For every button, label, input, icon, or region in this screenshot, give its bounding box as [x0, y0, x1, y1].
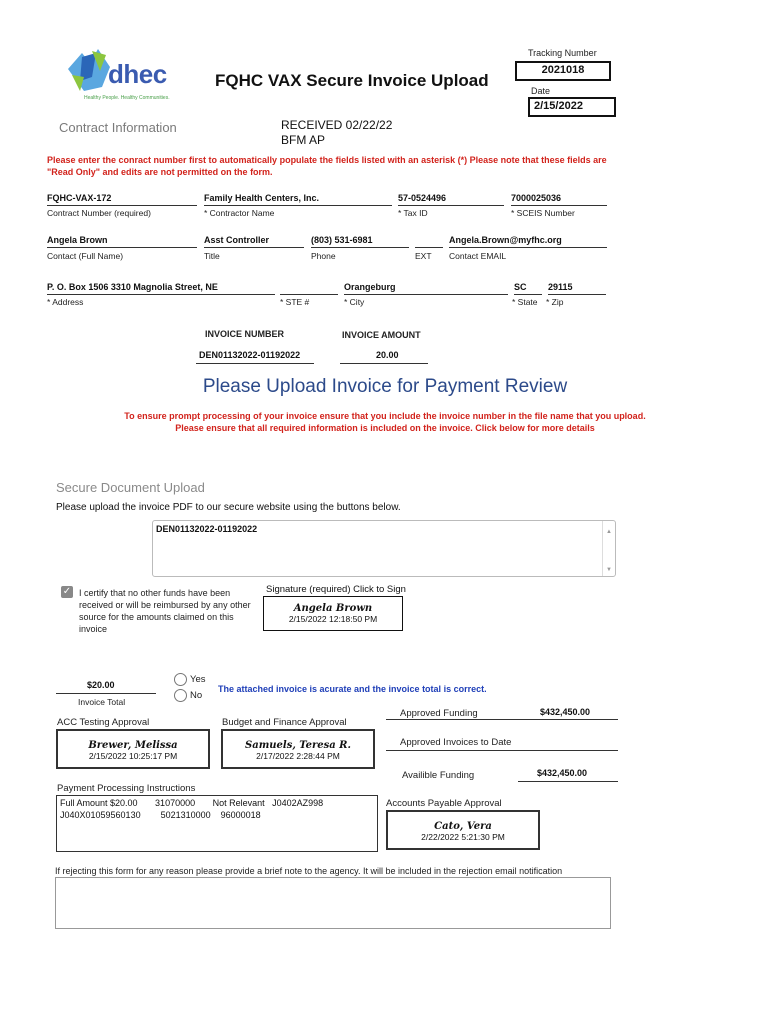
invoice-number-value: DEN01132022-01192022: [199, 350, 301, 360]
tax-id-label: * Tax ID: [398, 208, 428, 218]
check-icon: ✓: [62, 586, 72, 597]
accounts-payable-timestamp: 2/22/2022 5:21:30 PM: [421, 832, 505, 842]
scroll-up-icon[interactable]: ▲: [606, 529, 612, 535]
sceis-number-value: 7000025036: [511, 193, 562, 203]
secure-upload-title: Secure Document Upload: [56, 480, 205, 495]
state-line: [514, 294, 542, 295]
approved-funding-value: $432,450.00: [540, 707, 591, 717]
reject-label: If rejecting this form for any reason please provide a brief note to the agency. It will be included in the rejection email notification: [55, 866, 563, 876]
invoice-amount-value: 20.00: [376, 350, 399, 360]
payment-processing-line2: J040X01059560130 5021310000 96000018: [60, 810, 261, 820]
contact-name-label: Contact (Full Name): [47, 251, 124, 261]
approved-invoices-label: Approved Invoices to Date: [400, 737, 512, 748]
invoice-amount-label: INVOICE AMOUNT: [342, 330, 421, 340]
title-value: Asst Controller: [204, 235, 270, 245]
budget-finance-label: Budget and Finance Approval: [222, 717, 347, 728]
upload-notice-line1: To ensure prompt processing of your invoice ensure that you include the invoice number in the file name that you upload.: [124, 411, 646, 421]
ste-label: * STE #: [280, 297, 310, 307]
invoice-number-label: INVOICE NUMBER: [205, 329, 285, 339]
logo-tagline: Healthy People. Healthy Communities.: [84, 95, 170, 101]
invoice-total-line: [56, 693, 156, 694]
scroll-down-icon[interactable]: ▼: [606, 567, 612, 573]
upload-notice-line2[interactable]: Please ensure that all required information is included on the invoice. Click below for more details: [175, 423, 595, 433]
city-line: [344, 294, 508, 295]
contact-email-line: [449, 247, 607, 248]
contact-email-value: Angela.Brown@myfhc.org: [449, 235, 562, 245]
contractor-name-value: Family Health Centers, Inc.: [204, 193, 320, 203]
ste-line: [280, 294, 338, 295]
contractor-name-line: [204, 205, 392, 206]
certify-text: I certify that no other funds have been received or will be reimbursed by any other source for the amounts claimed on this invoice: [79, 588, 251, 634]
signature-timestamp: 2/15/2022 12:18:50 PM: [288, 614, 378, 624]
sceis-number-line: [511, 205, 607, 206]
contract-number-label: Contract Number (required): [47, 208, 151, 218]
tracking-number-field: 2021018: [515, 61, 611, 81]
phone-line: [311, 247, 409, 248]
acc-testing-signature-box[interactable]: [56, 729, 210, 769]
available-funding-line: [518, 781, 618, 782]
contract-number-value: FQHC-VAX-172: [47, 193, 112, 203]
city-label: * City: [344, 297, 365, 307]
acc-testing-label: ACC Testing Approval: [57, 717, 150, 728]
logo-brand: dhec: [108, 59, 167, 89]
signature-label: Signature (required) Click to Sign: [266, 584, 406, 595]
title-label: Title: [204, 251, 220, 261]
upload-instructions: Please upload the invoice PDF to our secure website using the buttons below.: [56, 502, 401, 513]
payment-processing-line1: Full Amount $20.00 31070000 Not Relevant J0402AZ998: [60, 798, 324, 808]
invoice-number-line: [196, 363, 314, 364]
ext-line: [415, 247, 443, 248]
uploaded-file-name[interactable]: DEN01132022-01192022: [156, 524, 258, 534]
uploaded-files-box[interactable]: [152, 520, 616, 577]
zip-line: [548, 294, 606, 295]
address-label: * Address: [47, 297, 84, 307]
payment-processing-label: Payment Processing Instructions: [57, 783, 196, 794]
contract-number-line: [47, 205, 197, 206]
invoice-amount-line: [340, 363, 428, 364]
contact-name-line: [47, 247, 197, 248]
city-value: Orangeburg: [344, 282, 396, 292]
radio-yes[interactable]: [174, 673, 187, 686]
radio-no-label: No: [190, 690, 203, 701]
contact-name-value: Angela Brown: [47, 235, 108, 245]
state-value: SC: [514, 282, 527, 292]
phone-label: Phone: [311, 251, 336, 261]
tracking-label: Tracking Number: [528, 48, 597, 58]
approved-funding-label: Approved Funding: [400, 708, 478, 719]
contract-info-title: Contract Information: [59, 120, 177, 135]
budget-finance-name: Samuels, Teresa R.: [245, 740, 351, 751]
approved-invoices-line: [386, 750, 618, 751]
contractor-name-label: * Contractor Name: [204, 208, 275, 218]
scrollbar[interactable]: [602, 521, 615, 576]
contact-email-label: Contact EMAIL: [449, 251, 507, 261]
invoice-total-label: Invoice Total: [78, 697, 126, 707]
invoice-total-value: $20.00: [87, 680, 115, 690]
acc-testing-timestamp: 2/15/2022 10:25:17 PM: [88, 751, 178, 761]
radio-yes-label: Yes: [190, 674, 206, 685]
acc-testing-name: Brewer, Melissa: [88, 740, 178, 751]
title-line: [204, 247, 304, 248]
page-title: FQHC VAX Secure Invoice Upload: [215, 71, 489, 90]
upload-title: Please Upload Invoice for Payment Review: [202, 376, 568, 397]
zip-label: * Zip: [546, 297, 564, 307]
date-label: Date: [531, 86, 551, 96]
certify-checkbox[interactable]: [61, 586, 73, 598]
date-field: 2/15/2022: [528, 97, 616, 117]
state-label: * State: [512, 297, 538, 307]
phone-value: (803) 531-6981: [311, 235, 373, 245]
readonly-notice: Please enter the conract number first to automatically populate the fields listed with an asterisk (*) Please note that these fields are "Read Only" and edits are not permitted on the form.: [47, 155, 607, 177]
accounts-payable-name: Cato, Vera: [434, 821, 492, 832]
radio-no[interactable]: [174, 689, 187, 702]
ext-label: EXT: [415, 251, 432, 261]
accuracy-note: The attached invoice is acurate and the invoice total is correct.: [218, 684, 487, 694]
payment-processing-box[interactable]: [56, 795, 378, 852]
address-value: P. O. Box 1506 3310 Magnolia Street, NE: [47, 282, 218, 292]
reject-note-input[interactable]: [55, 877, 611, 929]
accounts-payable-signature-box[interactable]: [386, 810, 540, 850]
sceis-number-label: * SCEIS Number: [511, 208, 575, 218]
address-line: [47, 294, 275, 295]
dhec-logo: [62, 47, 202, 107]
zip-value: 29115: [548, 282, 573, 292]
budget-finance-signature-box[interactable]: [221, 729, 375, 769]
accounts-payable-label: Accounts Payable Approval: [386, 798, 502, 809]
available-funding-label: Availible Funding: [402, 770, 475, 781]
budget-finance-timestamp: 2/17/2022 2:28:44 PM: [256, 751, 340, 761]
approved-funding-line: [386, 719, 618, 720]
signature-name: Angela Brown: [293, 603, 373, 614]
received-stamp: RECEIVED 02/22/22 BFM AP: [281, 118, 393, 147]
tax-id-line: [398, 205, 504, 206]
signature-box[interactable]: [263, 596, 403, 631]
available-funding-value: $432,450.00: [537, 768, 588, 778]
tax-id-value: 57-0524496: [398, 193, 447, 203]
